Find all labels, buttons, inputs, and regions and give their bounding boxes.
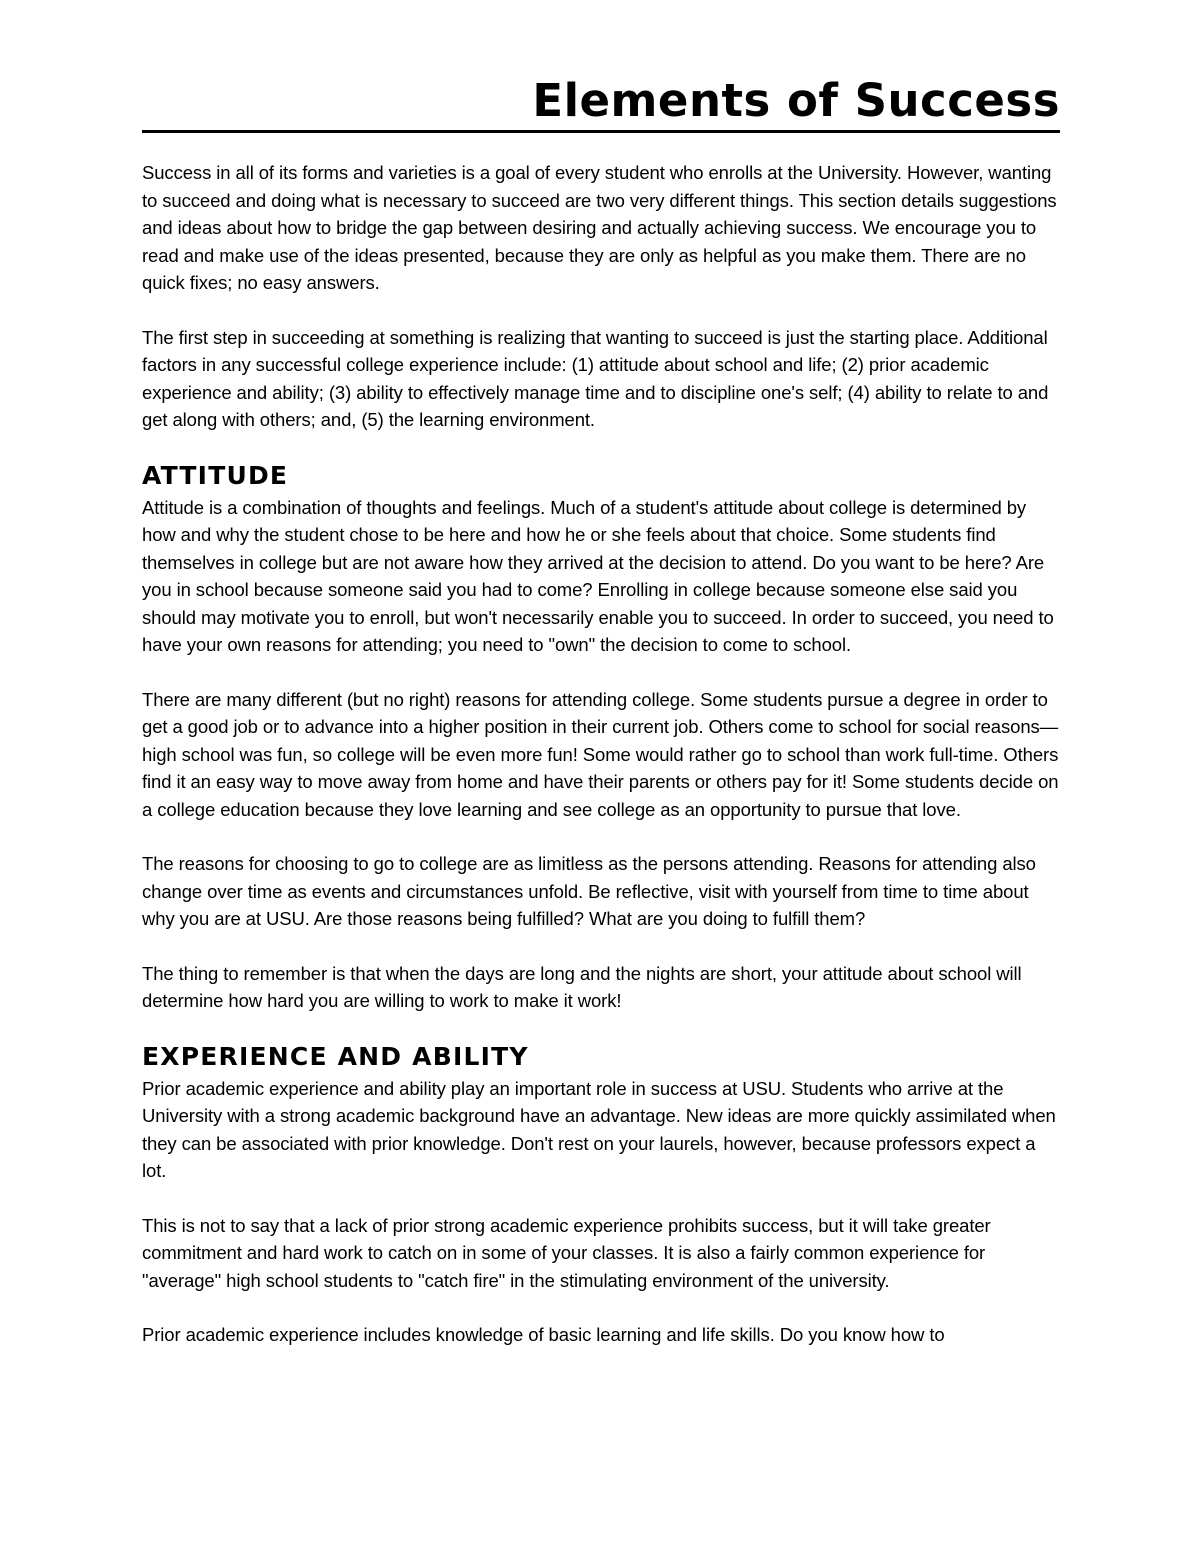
intro-paragraph-1: Success in all of its forms and varieties is a goal of every student who enrolls at the University. However, wanting to succeed and doing what is necessary to succeed are two very different things. This section details suggestions and ideas about how to bridge the gap between desiring and actually achieving success. We encourage you to read and make use of the ideas presented, because they are only as helpful as you make them. There are no quick fixes; no easy answers. (142, 162, 1057, 293)
attitude-paragraph-1: Attitude is a combination of thoughts and feelings. Much of a student's attitude about college is determined by how and why the student chose to be here and how he or she feels about that choice. Some students find themselves in college but are not aware how they arrived at the decision to attend. Do you want to be here? Are you in school because someone said you had to come? Enrolling in college because someone else said you should may motivate you to enroll, but won't necessarily enable you to succeed. In order to succeed, you need to have your own reasons for attending; you need to "own" the decision to come to school. (142, 496, 1054, 655)
section-heading-attitude: ATTITUDE (142, 460, 289, 490)
experience-paragraph-3: Prior academic experience includes knowledge of basic learning and life skills. Do you know how to (142, 1324, 945, 1345)
attitude-paragraph-4: The thing to remember is that when the days are long and the nights are short, your attitude about school will determine how hard you are willing to work to make it work! (142, 962, 1022, 1011)
experience-paragraph-1: Prior academic experience and ability play an important role in success at USU. Students who arrive at the University with a strong academic background have an advantage. New ideas are more quickly assimilated when they can be associated with prior knowledge. Don't rest on your laurels, however, because professors expect a lot. (142, 1077, 1056, 1181)
attitude-paragraph-2: There are many different (but no right) reasons for attending college. Some students pursue a degree in order to get a good job or to advance into a higher position in their current job. Others come to school for social reasons—high school was fun, so college will be even more fun! Some would rather go to school than work full-time. Others find it an easy way to move away from home and have their parents or others pay for it! Some students decide on a college education because they love learning and see college as an opportunity to pursue that love. (142, 688, 1059, 820)
intro-paragraph-2: The first step in succeeding at something is realizing that wanting to succeed is just the starting place. Additional factors in any successful college experience include: (1) attitude about school and life; (2) prior academic experience and ability; (3) ability to effectively manage time and to discipline one's self; (4) ability to relate to and get along with others; and, (5) the learning environment. (142, 326, 1049, 430)
document-page (142, 72, 1060, 1349)
title-underline (142, 130, 1060, 133)
document-title: Elements of Success (532, 74, 1060, 127)
section-heading-experience-and-ability: EXPERIENCE AND ABILITY (142, 1041, 529, 1071)
experience-paragraph-2: This is not to say that a lack of prior strong academic experience prohibits success, but it will take greater commitment and hard work to catch on in some of your classes. It is also a fairly common experience for "average" high school students to "catch fire" in the stimulating environment of the university. (142, 1214, 991, 1291)
attitude-paragraph-3: The reasons for choosing to go to college are as limitless as the persons attending. Reasons for attending also change over time as events and circumstances unfold. Be reflective, visit with yourself from time to time about why you are at USU. Are those reasons being fulfilled? What are you doing to fulfill them? (142, 853, 1036, 929)
